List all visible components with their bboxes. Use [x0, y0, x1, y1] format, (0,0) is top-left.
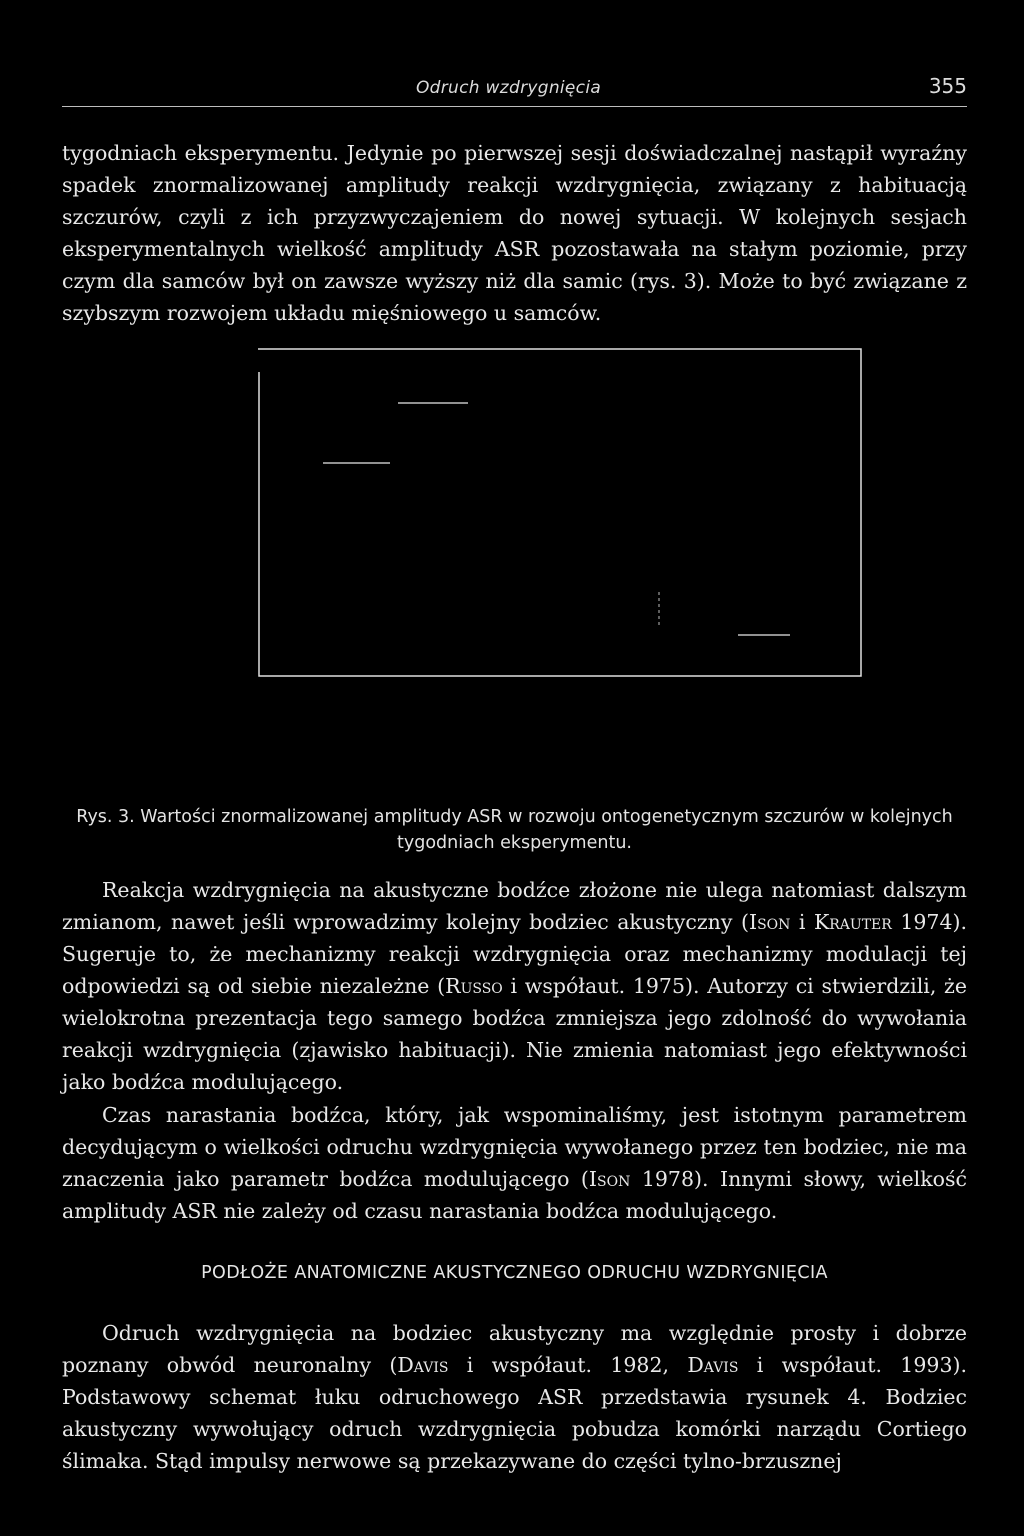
text-run: i współaut. 1993). Podstawowy schemat łuku odruchowego ASR przedstawia rysunek 4. Bodziec akustyczny wywołujący odruch wzdrygnięcia pobudza komórki narządu Cortiego ślimaka. Stąd impulsy nerwowe są przekazywane do części tylno-brzusznej — [62, 1353, 967, 1473]
section-heading: PODŁOŻE ANATOMICZNE AKUSTYCZNEGO ODRUCHU WZDRYGNIĘCIA — [201, 1263, 828, 1283]
text-run: i współaut. 1982, — [448, 1353, 688, 1377]
author-name: Ison — [748, 910, 791, 934]
text-run: 1978). Innymi słowy, wielkość amplitudy ASR nie zależy od czasu narastania bodźca modulującego. — [62, 1167, 967, 1223]
page-number: 355 — [928, 74, 967, 98]
text-run: Odruch wzdrygnięcia na bodziec akustyczny ma względnie prosty i dobrze poznany obwód neuronalny ( — [62, 1321, 967, 1377]
page-header — [62, 70, 967, 107]
text-run: i współaut. 1975). Autorzy ci stwierdzili, że wielokrotna prezentacja tego samego bodźca zmniejsza jego zdolność do wywołania reakcji wzdrygnięcia (zjawisko habituacji). Nie zmienia natomiast jego efektywności jako bodźca modulującego. — [62, 974, 967, 1094]
paragraph — [62, 1099, 967, 1227]
figure-frame — [258, 349, 861, 676]
author-name: Davis — [397, 1353, 449, 1377]
figure-3 — [258, 342, 862, 678]
author-name: Ison — [588, 1167, 631, 1191]
running-head: Odruch wzdrygnięcia — [416, 78, 602, 98]
paragraph — [62, 874, 967, 1098]
paragraph-continuation: tygodniach eksperymentu. Jedynie po pierwszej sesji doświadczalnej nastąpił wyraźny spadek znormalizowanej amplitudy reakcji wzdrygnięcia, związany z habituacją szczurów, czyli z ich przyzwyczajeniem do nowej sytuacji. W kolejnych sesjach eksperymentalnych wielkość amplitudy ASR pozostawała na stałym poziomie, przy czym dla samców był on zawsze wyższy niż dla samic (rys. 3). Może to być związane z szybszym rozwojem układu mięśniowego u samców. — [62, 141, 967, 325]
figure-3-graphic — [258, 342, 862, 678]
author-name: Krauter — [813, 910, 892, 934]
author-name: Davis — [687, 1353, 739, 1377]
figure-caption: Rys. 3. Wartości znormalizowanej amplitudy ASR w rozwoju ontogenetycznym szczurów w kolejnych tygodniach eksperymentu. — [76, 807, 953, 853]
text-run: 1974). Sugeruje to, że mechanizmy reakcji wzdrygnięcia oraz mechanizmy modulacji tej odpowiedzi są od siebie niezależne ( — [62, 910, 968, 998]
paragraph — [62, 1317, 967, 1477]
text-run: Reakcja wzdrygnięcia na akustyczne bodźce złożone nie ulega natomiast dalszym zmianom, nawet jeśli wprowadzimy kolejny bodziec akustyczny ( — [62, 878, 967, 934]
author-name: Russo — [445, 974, 503, 998]
text-run: Czas narastania bodźca, który, jak wspominaliśmy, jest istotnym parametrem decydującym o wielkości odruchu wzdrygnięcia wywołanego przez ten bodziec, nie ma znaczenia jako parametr bodźca modulującego ( — [62, 1103, 967, 1191]
text-run: i — [790, 910, 814, 934]
